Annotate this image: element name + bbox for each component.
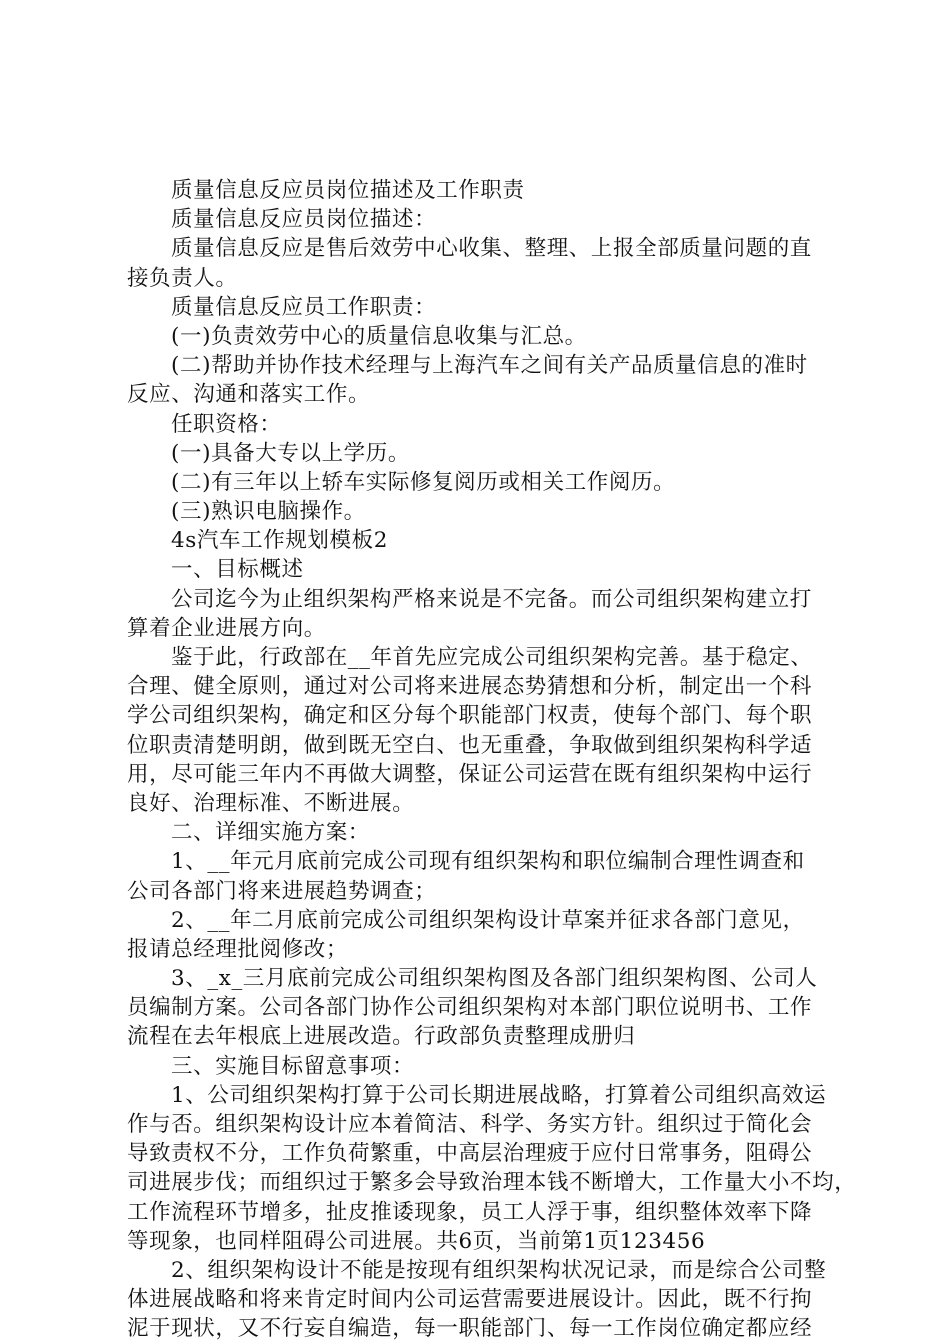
text-line: 二、详细实施方案： — [171, 820, 370, 846]
text-line: 司进展步伐；而组织过于繁多会导致治理本钱不断增大，工作量大小不均， — [127, 1170, 857, 1196]
text-line: 三、实施目标留意事项： — [171, 1053, 415, 1079]
text-line: 接负责人。 — [127, 265, 238, 291]
text-line: 公司迄今为止组织架构严格来说是不完备。而公司组织架构建立打 — [171, 586, 812, 612]
text-line: 质量信息反应是售后效劳中心收集、整理、上报全部质量问题的直 — [171, 236, 812, 262]
text-line: 2、组织架构设计不能是按现有组织架构状况记录，而是综合公司整 — [171, 1257, 827, 1283]
text-line: 工作流程环节增多，扯皮推诿现象，员工人浮于事，组织整体效率下降 — [127, 1199, 813, 1225]
text-line: (一)具备大专以上学历。 — [171, 440, 410, 466]
text-line: (二)有三年以上轿车实际修复阅历或相关工作阅历。 — [171, 469, 676, 495]
text-line: 位职责清楚明朗，做到既无空白、也无重叠，争取做到组织架构科学适 — [127, 732, 813, 758]
text-line: (三)熟识电脑操作。 — [171, 499, 366, 525]
text-line: 质量信息反应员岗位描述： — [171, 207, 437, 233]
document-body — [127, 176, 857, 1344]
text-line: 2、__年二月底前完成公司组织架构设计草案并征求各部门意见， — [171, 907, 805, 933]
text-line: 体进展战略和将来肯定时间内公司运营需要进展设计。因此，既不行拘 — [127, 1287, 813, 1313]
text-line: 一、目标概述 — [171, 557, 304, 583]
text-line: 1、公司组织架构打算于公司长期进展战略，打算着公司组织高效运 — [171, 1082, 827, 1108]
text-line: 流程在去年根底上进展改造。行政部负责整理成册归 — [127, 1024, 636, 1050]
text-line: (一)负责效劳中心的质量信息收集与汇总。 — [171, 323, 587, 349]
text-line: 等现象，也同样阻碍公司进展。共6页，当前第1页123456 — [127, 1228, 706, 1254]
text-line: 作与否。组织架构设计应本着简洁、科学、务实方针。组织过于简化会 — [127, 1112, 813, 1137]
text-line: (二)帮助并协作技术经理与上海汽车之间有关产品质量信息的准时 — [171, 353, 808, 379]
text-line: 合理、健全原则，通过对公司将来进展态势猜想和分析，制定出一个科 — [127, 674, 813, 700]
text-line: 反应、沟通和落实工作。 — [127, 382, 371, 408]
text-line: 员编制方案。公司各部门协作公司组织架构对本部门职位说明书、工作 — [127, 995, 813, 1021]
text-line: 质量信息反应员工作职责： — [171, 294, 437, 320]
text-line: 任职资格： — [171, 411, 282, 437]
text-line: 良好、治理标准、不断进展。 — [127, 790, 415, 816]
text-line: 鉴于此，行政部在__年首先应完成公司组织架构完善。基于稳定、 — [171, 645, 813, 670]
text-line: 质量信息反应员岗位描述及工作职责 — [171, 178, 525, 203]
text-line: 1、__年元月底前完成公司现有组织架构和职位编制合理性调查和 — [171, 849, 805, 875]
text-line: 4s汽车工作规划模板2 — [171, 528, 388, 554]
text-line: 学公司组织架构，确定和区分每个职能部门权责，使每个部门、每个职 — [127, 703, 813, 729]
text-line: 公司各部门将来进展趋势调查； — [127, 878, 437, 904]
text-line: 导致责权不分，工作负荷繁重，中高层治理疲于应付日常事务，阻碍公 — [127, 1141, 813, 1167]
text-line: 泥于现状，又不行妄自编造，每一职能部门、每一工作岗位确定都应经 — [127, 1316, 813, 1342]
text-line: 算着企业进展方向。 — [127, 615, 326, 641]
text-line: 3、_x_三月底前完成公司组织架构图及各部门组织架构图、公司人 — [171, 966, 818, 992]
text-line: 报请总经理批阅修改； — [127, 936, 349, 962]
text-line: 用，尽可能三年内不再做大调整，保证公司运营在既有组织架构中运行 — [127, 761, 813, 787]
